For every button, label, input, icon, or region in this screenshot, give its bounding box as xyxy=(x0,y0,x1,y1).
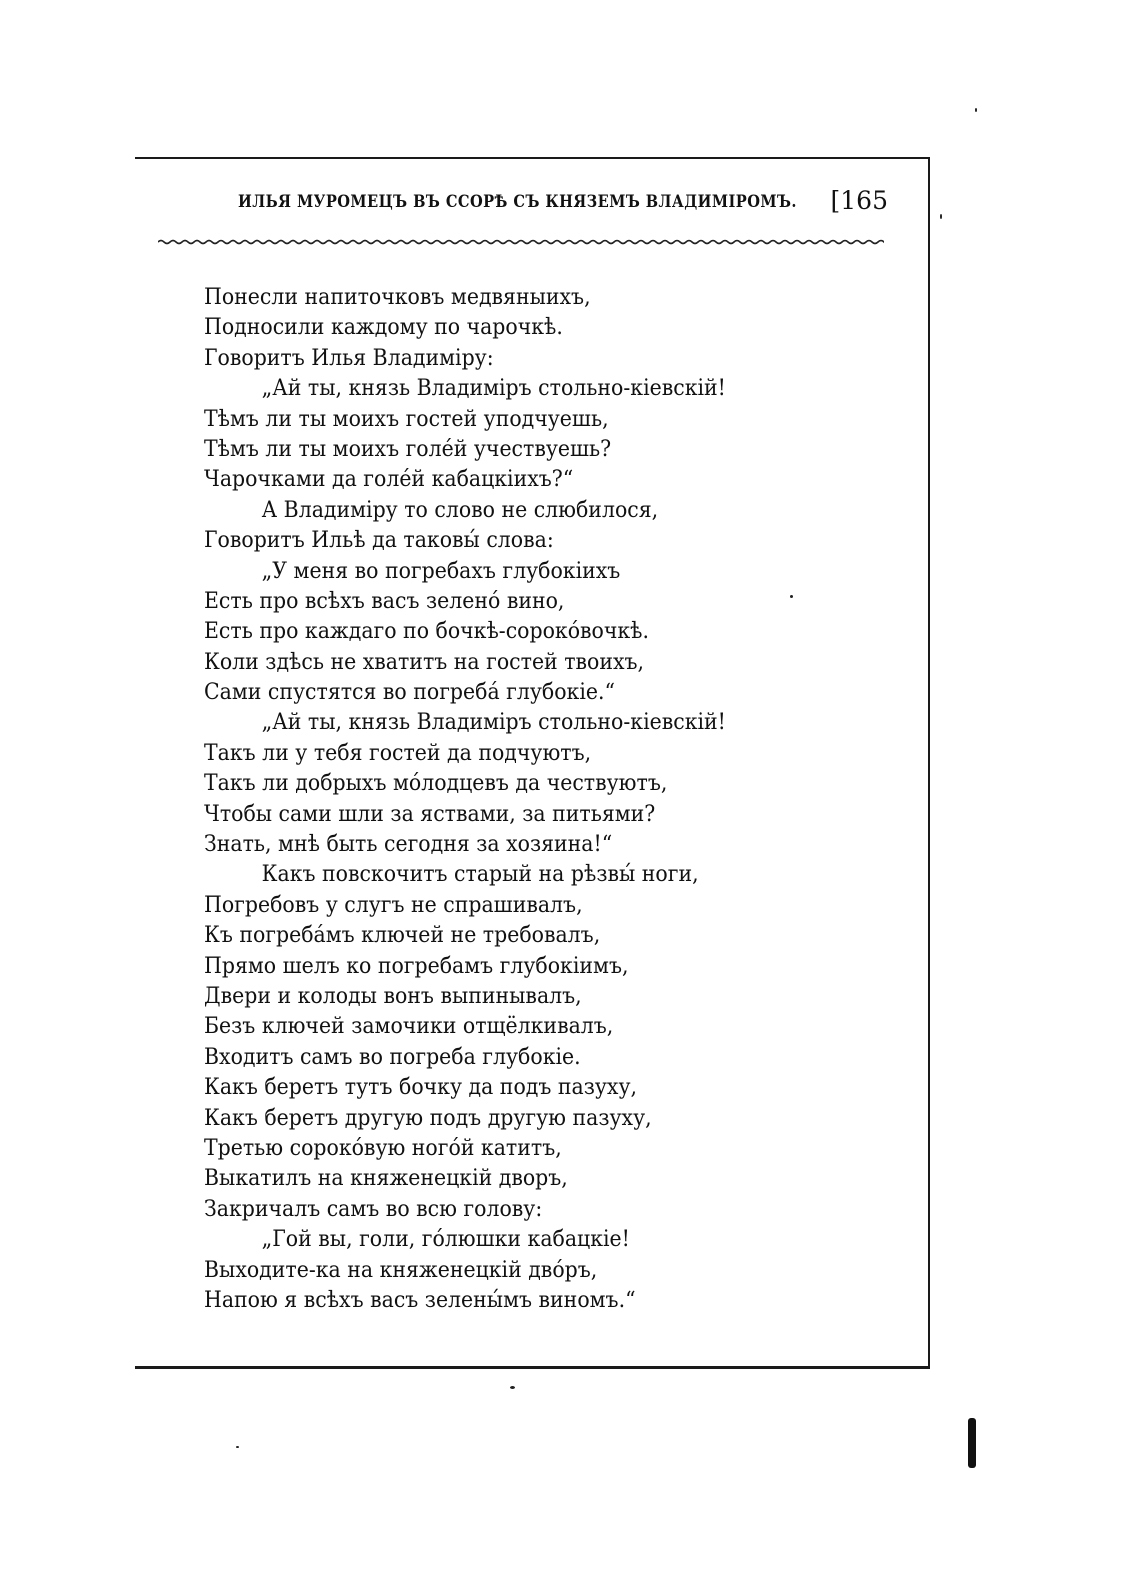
page-edge-mark xyxy=(968,1418,976,1468)
verse-line: Прямо шелъ ко погребамъ глубокіимъ, xyxy=(204,953,629,979)
ornamental-wavy-rule xyxy=(158,236,884,248)
verse-line: Напою я всѣхъ васъ зелены́мъ виномъ.“ xyxy=(204,1287,636,1313)
verse-line: Какъ беретъ другую подъ другую пазуху, xyxy=(204,1105,652,1131)
bottom-rule xyxy=(135,1366,930,1369)
verse-line: Какъ повскочитъ старый на рѣзвы́ ноги, xyxy=(261,862,699,888)
verse-line: Входитъ самъ во погреба глубокіе. xyxy=(204,1044,581,1070)
running-title: ИЛЬЯ МУРОМЕЦЪ ВЪ ССОРѢ СЪ КНЯЗЕМЪ ВЛАДИМІРОМЪ. xyxy=(238,192,797,212)
verse-line: Такъ ли добрыхъ мóлодцевъ да чествуютъ, xyxy=(204,771,668,797)
verse-line: „У меня во погребахъ глубокіихъ xyxy=(261,558,621,584)
verse-line: Закричалъ самъ во всю голову: xyxy=(204,1196,543,1222)
page-header xyxy=(238,186,888,222)
verse-line: Такъ ли у тебя гостей да подчуютъ, xyxy=(204,740,592,766)
verse-line: Есть про всѣхъ васъ зеленó вино, xyxy=(204,588,565,614)
verse-line: Коли здѣсь не хватитъ на гостей твоихъ, xyxy=(204,649,645,675)
verse-line: „Ай ты, князь Владиміръ стольно-кіевскій! xyxy=(261,376,726,402)
verse-line: „Гой вы, голи, гóлюшки кабацкіе! xyxy=(261,1227,630,1253)
verse-line: Къ погребáмъ ключей не требовалъ, xyxy=(204,923,601,949)
print-speck xyxy=(975,108,977,112)
verse-line: Чарочками да голéй кабацкіихъ?“ xyxy=(204,467,574,493)
verse-line: Тѣмъ ли ты моихъ голéй учествуешь? xyxy=(204,436,612,462)
verse-line: Чтобы сами шли за яствами, за питьями? xyxy=(204,801,656,827)
print-speck xyxy=(940,214,942,219)
verse-line: Сами спустятся во погребá глубокіе.“ xyxy=(204,680,615,706)
poem-text xyxy=(204,283,824,1316)
verse-line: Говоритъ Илья Владиміру: xyxy=(204,345,494,371)
page-number: [165 xyxy=(830,186,888,215)
verse-line: Подносили каждому по чарочкѣ. xyxy=(204,315,563,341)
verse-line: Выкатилъ на княженецкій дворъ, xyxy=(204,1166,568,1192)
verse-line: Знать, мнѣ быть сегодня за хозяина!“ xyxy=(204,832,613,858)
verse-line: Говоритъ Ильѣ да таковы́ слова: xyxy=(204,528,554,554)
verse-line: А Владиміру то слово не слюбилося, xyxy=(261,497,659,523)
verse-line: Третью сорокóвую ногóй катитъ, xyxy=(204,1135,562,1161)
verse-line: Есть про каждаго по бочкѣ-сорокóвочкѣ. xyxy=(204,619,650,645)
print-speck xyxy=(236,1446,239,1448)
verse-line: Понесли напиточковъ медвяныихъ, xyxy=(204,285,591,310)
verse-line: Выходите-ка на княженецкій двóръ, xyxy=(204,1257,598,1283)
print-speck xyxy=(510,1386,515,1389)
verse-line: Погребовъ у слугъ не спрашивалъ, xyxy=(204,892,583,918)
print-speck xyxy=(790,595,793,598)
verse-line: „Ай ты, князь Владиміръ стольно-кіевскій! xyxy=(261,710,726,736)
right-rule xyxy=(928,157,930,1367)
verse-line: Двери и колоды вонъ выпинывалъ, xyxy=(204,983,582,1009)
verse-line: Какъ беретъ тутъ бочку да подъ пазуху, xyxy=(204,1075,637,1101)
verse-line: Безъ ключей замочики отщёлкивалъ, xyxy=(204,1014,614,1040)
verse-line: Тѣмъ ли ты моихъ гостей уподчуешь, xyxy=(204,406,609,432)
top-rule xyxy=(135,157,930,159)
